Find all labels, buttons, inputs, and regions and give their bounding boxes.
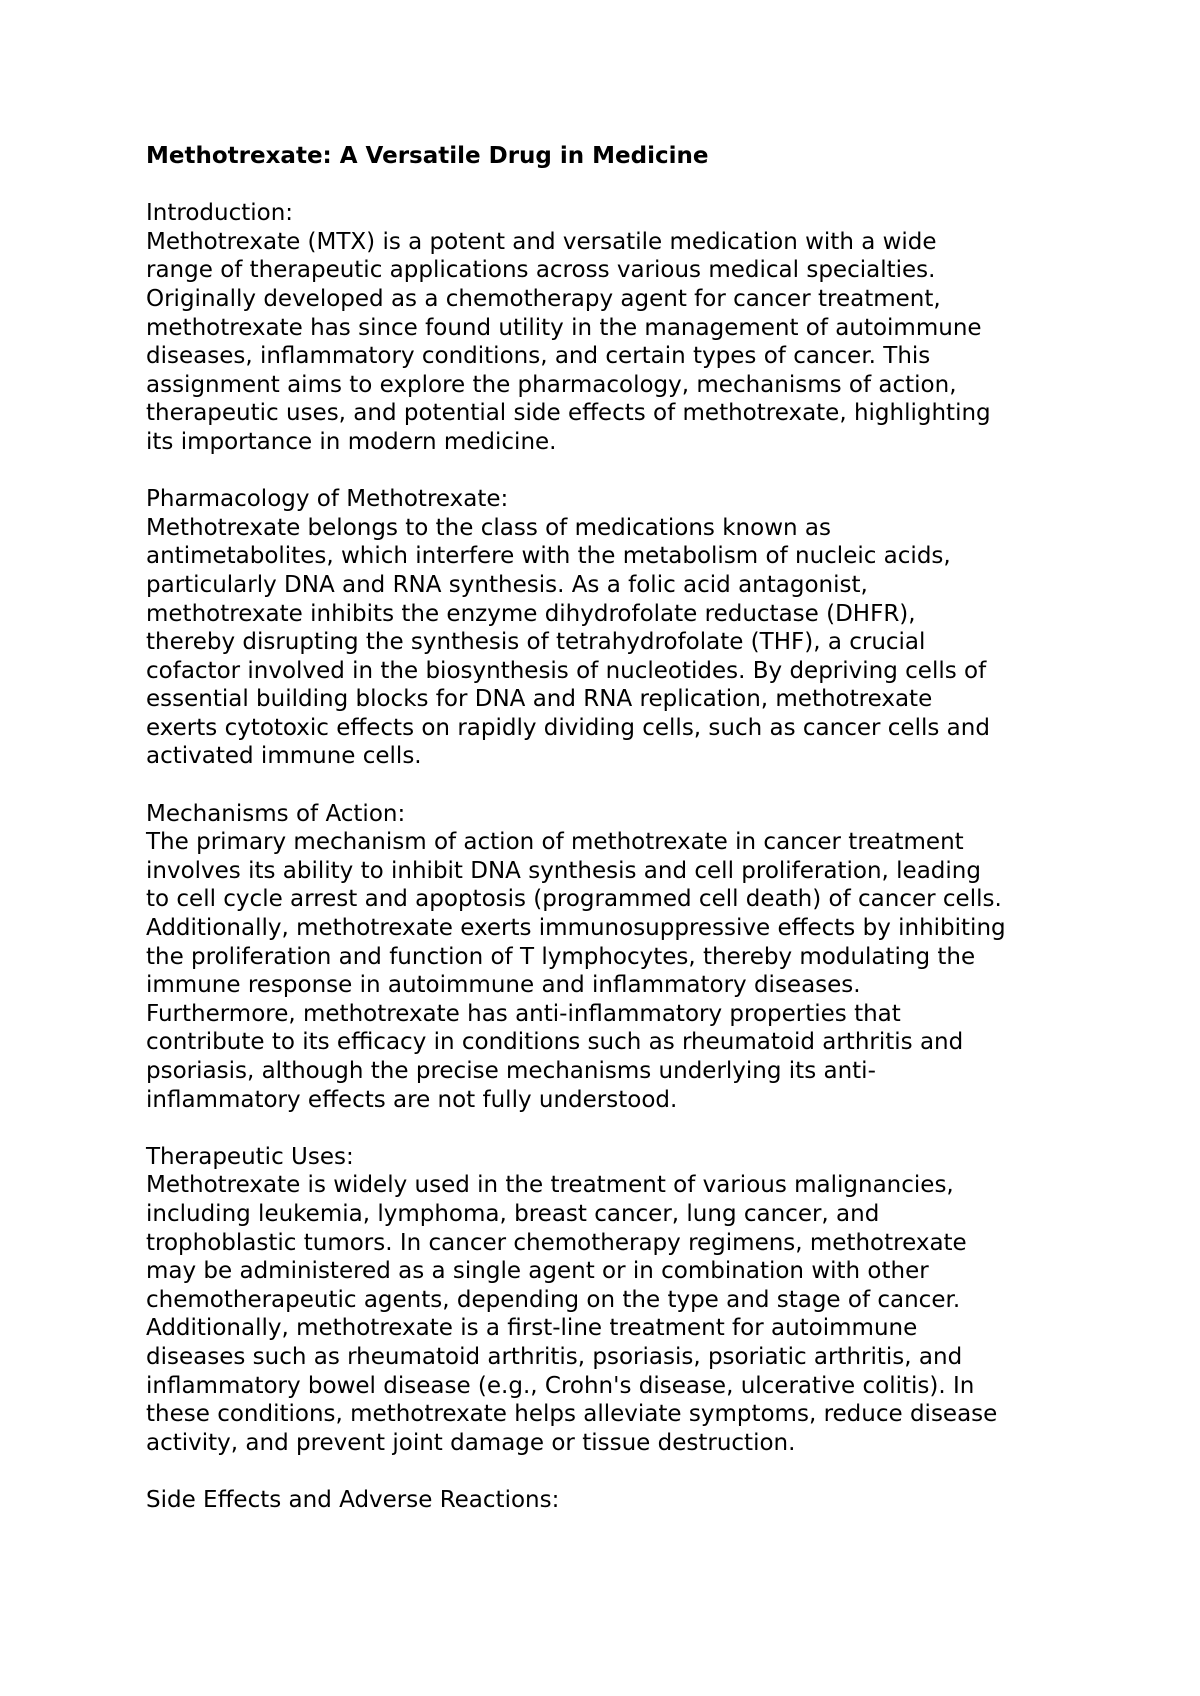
document-section — [146, 199, 1096, 456]
section-body — [146, 1171, 1096, 1457]
paragraph-line: inflammatory bowel disease (e.g., Crohn's disease, ulcerative colitis). In — [146, 1372, 975, 1399]
paragraph-line: to cell cycle arrest and apoptosis (programmed cell death) of cancer cells. — [146, 886, 1002, 913]
paragraph-line: methotrexate has since found utility in the management of autoimmune — [146, 314, 982, 341]
section-heading: Introduction: — [146, 200, 294, 227]
paragraph-line: Originally developed as a chemotherapy agent for cancer treatment, — [146, 285, 941, 312]
paragraph-line: immune response in autoimmune and inflammatory diseases. — [146, 972, 861, 999]
paragraph-line: Methotrexate (MTX) is a potent and versatile medication with a wide — [146, 228, 937, 255]
paragraph-line: inflammatory effects are not fully understood. — [146, 1086, 678, 1113]
document-section — [146, 1143, 1096, 1458]
section-body — [146, 514, 1096, 771]
paragraph-line: diseases such as rheumatoid arthritis, psoriasis, psoriatic arthritis, and — [146, 1343, 963, 1370]
paragraph-line: methotrexate inhibits the enzyme dihydrofolate reductase (DHFR), — [146, 600, 916, 627]
paragraph-line: involves its ability to inhibit DNA synthesis and cell proliferation, leading — [146, 857, 981, 884]
document-section — [146, 485, 1096, 771]
paragraph-line: contribute to its efficacy in conditions such as rheumatoid arthritis and — [146, 1029, 964, 1056]
paragraph-line: Additionally, methotrexate exerts immunosuppressive effects by inhibiting — [146, 915, 1006, 942]
paragraph-line: its importance in modern medicine. — [146, 428, 557, 455]
section-body — [146, 828, 1096, 1114]
paragraph-line: essential building blocks for DNA and RNA replication, methotrexate — [146, 686, 933, 713]
document-title: Methotrexate: A Versatile Drug in Medicine — [146, 143, 709, 169]
paragraph-line: chemotherapeutic agents, depending on the type and stage of cancer. — [146, 1286, 961, 1313]
paragraph-line: The primary mechanism of action of methotrexate in cancer treatment — [146, 829, 964, 856]
paragraph-line: range of therapeutic applications across various medical specialties. — [146, 257, 936, 284]
paragraph-line: Additionally, methotrexate is a first-line treatment for autoimmune — [146, 1315, 918, 1342]
section-heading: Side Effects and Adverse Reactions: — [146, 1486, 560, 1513]
paragraph-line: assignment aims to explore the pharmacology, mechanisms of action, — [146, 371, 957, 398]
section-heading: Therapeutic Uses: — [146, 1143, 354, 1170]
paragraph-line: cofactor involved in the biosynthesis of nucleotides. By depriving cells of — [146, 657, 987, 684]
paragraph-line: particularly DNA and RNA synthesis. As a folic acid antagonist, — [146, 571, 868, 598]
section-heading: Pharmacology of Methotrexate: — [146, 486, 509, 513]
paragraph-line: psoriasis, although the precise mechanisms underlying its anti- — [146, 1058, 876, 1084]
paragraph-line: including leukemia, lymphoma, breast cancer, lung cancer, and — [146, 1200, 880, 1227]
paragraph-line: Methotrexate is widely used in the treatment of various malignancies, — [146, 1172, 954, 1199]
paragraph-line: diseases, inflammatory conditions, and certain types of cancer. This — [146, 343, 931, 370]
paragraph-line: activity, and prevent joint damage or tissue destruction. — [146, 1429, 796, 1456]
paragraph-line: Methotrexate belongs to the class of medications known as — [146, 514, 831, 541]
paragraph-line: may be administered as a single agent or in combination with other — [146, 1258, 929, 1285]
document-content — [146, 142, 1096, 1543]
paragraph-line: trophoblastic tumors. In cancer chemotherapy regimens, methotrexate — [146, 1229, 967, 1256]
section-body — [146, 228, 1096, 457]
paragraph-line: thereby disrupting the synthesis of tetrahydrofolate (THF), a crucial — [146, 629, 926, 656]
document-sections — [146, 199, 1096, 1514]
paragraph-line: activated immune cells. — [146, 743, 422, 770]
paragraph-line: the proliferation and function of T lymphocytes, thereby modulating the — [146, 943, 976, 970]
section-heading: Mechanisms of Action: — [146, 800, 406, 827]
paragraph-line: antimetabolites, which interfere with the metabolism of nucleic acids, — [146, 543, 951, 570]
paragraph-line: exerts cytotoxic effects on rapidly dividing cells, such as cancer cells and — [146, 714, 990, 741]
paragraph-line: these conditions, methotrexate helps alleviate symptoms, reduce disease — [146, 1401, 998, 1428]
paragraph-line: therapeutic uses, and potential side effects of methotrexate, highlighting — [146, 400, 991, 427]
document-section — [146, 1486, 1096, 1515]
document-section — [146, 800, 1096, 1115]
paragraph-line: Furthermore, methotrexate has anti-inflammatory properties that — [146, 1000, 901, 1027]
